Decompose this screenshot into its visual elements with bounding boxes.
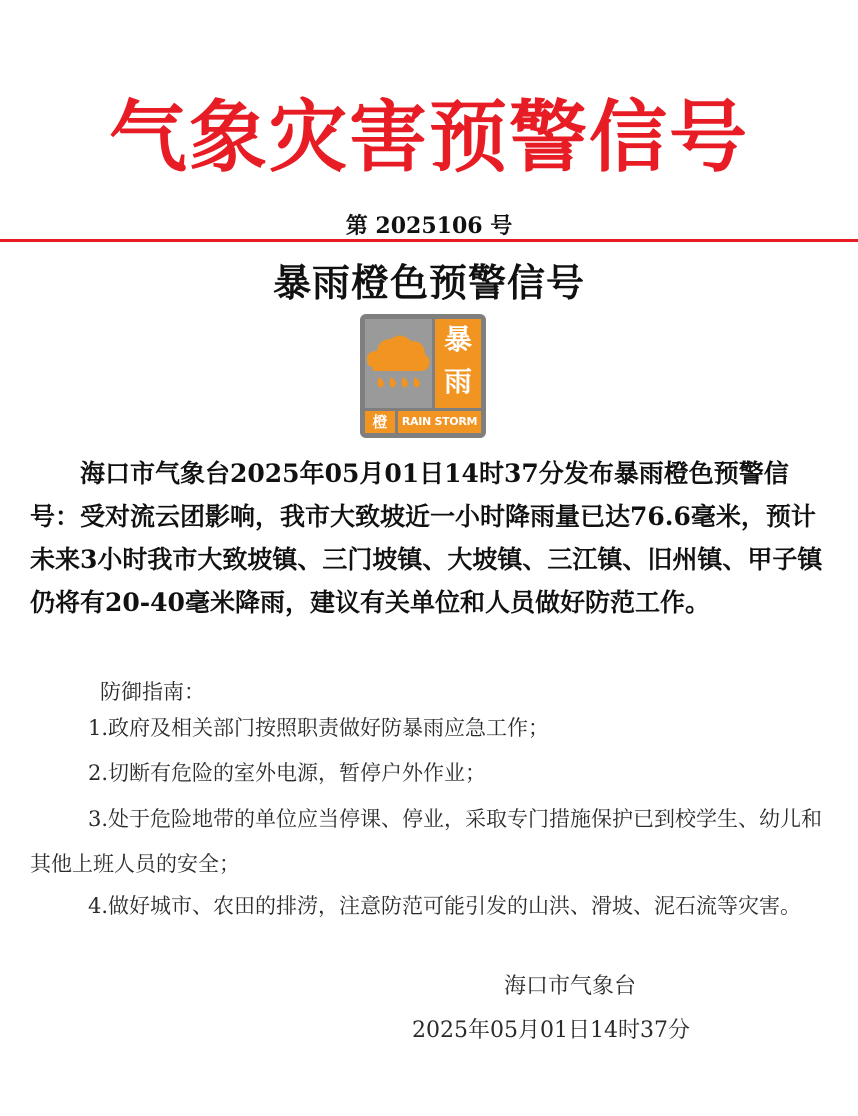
icon-level-char: 橙 — [365, 411, 395, 433]
warning-body-paragraph: 海口市气象台2025年05月01日14时37分发布暴雨橙色预警信号：受对流云团影响，我市大致坡近一小时降雨量已达76.6毫米，预计未来3小时我市大致坡镇、三门坡镇、大坡镇、三江镇、旧州镇、甲子镇仍将有20-40毫米降雨，建议有关单位和人员做好防范工作。 — [30, 459, 823, 617]
icon-cloud-panel — [365, 319, 432, 408]
page-title: 气象灾害预警信号 — [108, 93, 749, 183]
cloud-rain-icon — [365, 319, 432, 408]
red-divider — [0, 239, 858, 242]
guide-item-2: 2.切断有危险的室外电源，暂停户外作业； — [88, 761, 487, 785]
guide-item-4: 4.做好城市、农田的排涝，注意防范可能引发的山洪、滑坡、泥石流等灾害。 — [88, 894, 802, 918]
guide-item-3: 3.处于危险地带的单位应当停课、停业，采取专门措施保护已到校学生、幼儿和其他上班人员的安全； — [30, 807, 823, 876]
signal-title: 暴雨橙色预警信号 — [272, 261, 585, 305]
icon-english-label: RAIN STORM — [398, 411, 481, 433]
signature-datetime: 2025年05月01日14时37分 — [412, 1018, 690, 1043]
icon-characters-panel — [435, 319, 481, 408]
icon-char-top: 暴 — [443, 323, 472, 356]
guide-title: 防御指南： — [100, 680, 205, 704]
rainstorm-orange-warning-icon — [360, 314, 486, 438]
icon-char-bottom: 雨 — [443, 365, 472, 398]
issue-number: 第 2025106 号 — [345, 213, 513, 239]
guide-item-1: 1.政府及相关部门按照职责做好防暴雨应急工作； — [88, 716, 550, 740]
signature-organization: 海口市气象台 — [504, 974, 637, 999]
